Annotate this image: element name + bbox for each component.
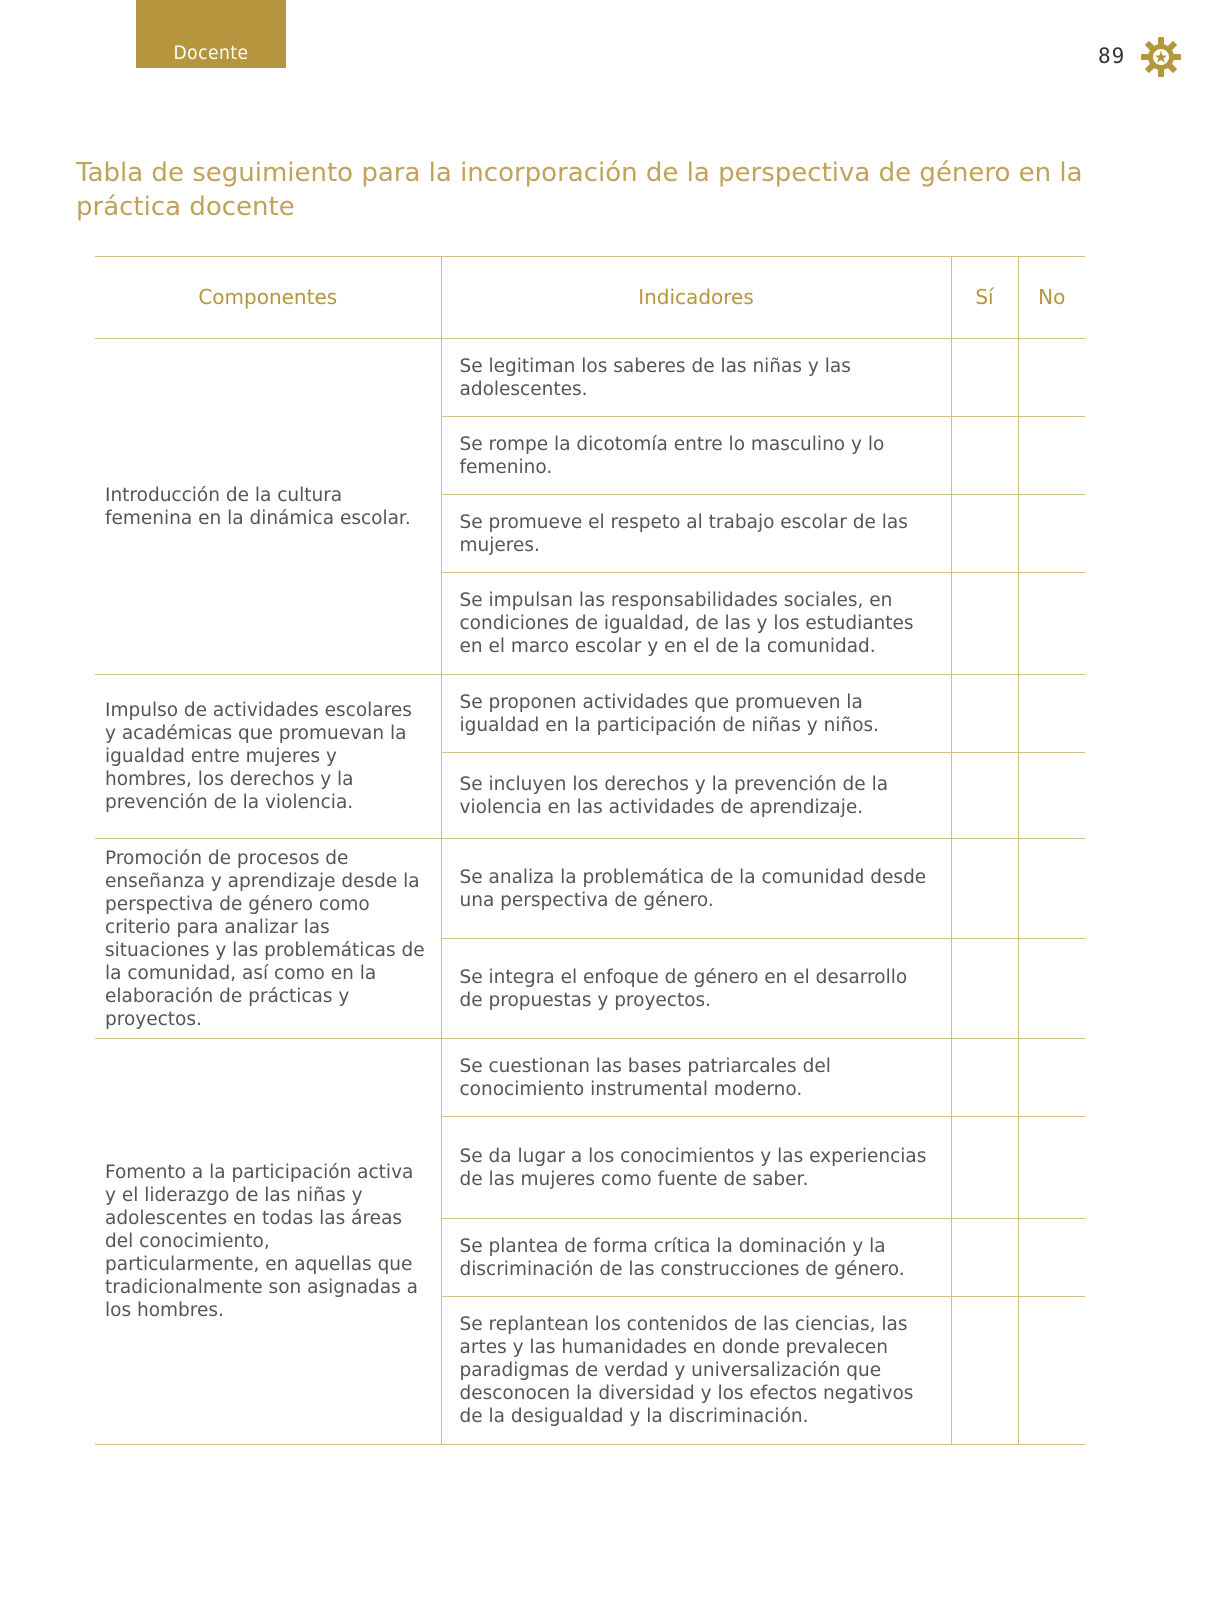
document-title: Tabla de seguimiento para la incorporación de la perspectiva de género en la práctica docente bbox=[76, 158, 1083, 222]
indicator-label: Se proponen actividades que promueven la igualdad en la participación de niñas y niños. bbox=[459, 691, 880, 736]
indicator-cell bbox=[441, 939, 951, 1039]
indicator-cell bbox=[441, 753, 951, 839]
indicator-label: Se da lugar a los conocimientos y las experiencias de las mujeres como fuente de saber. bbox=[459, 1145, 927, 1190]
no-check-cell[interactable] bbox=[1018, 1297, 1085, 1445]
no-check-cell[interactable] bbox=[1018, 1117, 1085, 1219]
indicator-label: Se replantean los contenidos de las ciencias, las artes y las humanidades en donde prevalecen paradigmas de verdad y universalización que desconocen la diversidad y los efectos negativos de la desigualdad y la discriminación. bbox=[459, 1314, 914, 1427]
table-row bbox=[95, 839, 1085, 939]
indicator-cell bbox=[441, 675, 951, 753]
component-cell bbox=[95, 339, 441, 675]
no-check-cell[interactable] bbox=[1018, 339, 1085, 417]
component-label: Impulso de actividades escolares y académicas que promuevan la igualdad entre mujeres y hombres, los derechos y la prevención de la violencia. bbox=[105, 700, 412, 813]
header-si: Sí bbox=[951, 257, 1018, 339]
si-check-cell[interactable] bbox=[951, 753, 1018, 839]
indicator-label: Se legitiman los saberes de las niñas y las adolescentes. bbox=[459, 355, 851, 400]
table-row bbox=[95, 339, 1085, 417]
header-indicadores: Indicadores bbox=[441, 257, 951, 339]
no-check-cell[interactable] bbox=[1018, 939, 1085, 1039]
no-check-cell[interactable] bbox=[1018, 753, 1085, 839]
si-check-cell[interactable] bbox=[951, 675, 1018, 753]
component-cell bbox=[95, 1039, 441, 1445]
indicator-cell bbox=[441, 839, 951, 939]
indicator-cell bbox=[441, 417, 951, 495]
indicator-cell bbox=[441, 573, 951, 675]
indicator-cell bbox=[441, 339, 951, 417]
si-check-cell[interactable] bbox=[951, 1297, 1018, 1445]
si-check-cell[interactable] bbox=[951, 839, 1018, 939]
no-check-cell[interactable] bbox=[1018, 573, 1085, 675]
no-check-cell[interactable] bbox=[1018, 839, 1085, 939]
no-check-cell[interactable] bbox=[1018, 675, 1085, 753]
section-tab bbox=[136, 0, 286, 68]
si-check-cell[interactable] bbox=[951, 495, 1018, 573]
indicator-cell bbox=[441, 1219, 951, 1297]
gear-star-icon bbox=[1140, 36, 1182, 78]
table-row bbox=[95, 675, 1085, 753]
indicator-label: Se analiza la problemática de la comunidad desde una perspectiva de género. bbox=[459, 866, 927, 911]
indicator-label: Se integra el enfoque de género en el desarrollo de propuestas y proyectos. bbox=[459, 966, 908, 1011]
page-number: 89 bbox=[1098, 44, 1126, 68]
indicator-label: Se incluyen los derechos y la prevención de la violencia en las actividades de aprendizaje. bbox=[459, 773, 889, 818]
component-label: Promoción de procesos de enseñanza y aprendizaje desde la perspectiva de género como criterio para analizar las situaciones y las problemáticas de la comunidad, así como en la elaboración de prácticas y proyectos. bbox=[105, 847, 425, 1030]
table-row bbox=[95, 1039, 1085, 1117]
indicator-cell bbox=[441, 1117, 951, 1219]
indicator-label: Se cuestionan las bases patriarcales del conocimiento instrumental moderno. bbox=[459, 1055, 831, 1100]
si-check-cell[interactable] bbox=[951, 1039, 1018, 1117]
indicator-cell bbox=[441, 495, 951, 573]
section-label: Docente bbox=[173, 42, 249, 64]
tracking-table bbox=[95, 256, 1085, 1445]
header-componentes: Componentes bbox=[95, 257, 441, 339]
header-no: No bbox=[1018, 257, 1085, 339]
si-check-cell[interactable] bbox=[951, 1117, 1018, 1219]
indicator-cell bbox=[441, 1039, 951, 1117]
si-check-cell[interactable] bbox=[951, 339, 1018, 417]
component-label: Fomento a la participación activa y el liderazgo de las niñas y adolescentes en todas las áreas del conocimiento, particularmente, en aquellas que tradicionalmente son asignadas a los hombres. bbox=[105, 1162, 418, 1321]
component-cell bbox=[95, 675, 441, 839]
si-check-cell[interactable] bbox=[951, 1219, 1018, 1297]
si-check-cell[interactable] bbox=[951, 417, 1018, 495]
indicator-label: Se plantea de forma crítica la dominación y la discriminación de las construcciones de género. bbox=[459, 1235, 905, 1280]
component-cell bbox=[95, 839, 441, 1039]
indicator-label: Se impulsan las responsabilidades sociales, en condiciones de igualdad, de las y los estudiantes en el marco escolar y en el de la comunidad. bbox=[459, 590, 914, 657]
indicator-label: Se promueve el respeto al trabajo escolar de las mujeres. bbox=[459, 511, 908, 556]
si-check-cell[interactable] bbox=[951, 939, 1018, 1039]
no-check-cell[interactable] bbox=[1018, 495, 1085, 573]
no-check-cell[interactable] bbox=[1018, 1219, 1085, 1297]
component-label: Introducción de la cultura femenina en la dinámica escolar. bbox=[105, 484, 411, 529]
indicator-label: Se rompe la dicotomía entre lo masculino y lo femenino. bbox=[459, 433, 885, 478]
si-check-cell[interactable] bbox=[951, 573, 1018, 675]
no-check-cell[interactable] bbox=[1018, 417, 1085, 495]
indicator-cell bbox=[441, 1297, 951, 1445]
no-check-cell[interactable] bbox=[1018, 1039, 1085, 1117]
table-header-row bbox=[95, 257, 1085, 339]
